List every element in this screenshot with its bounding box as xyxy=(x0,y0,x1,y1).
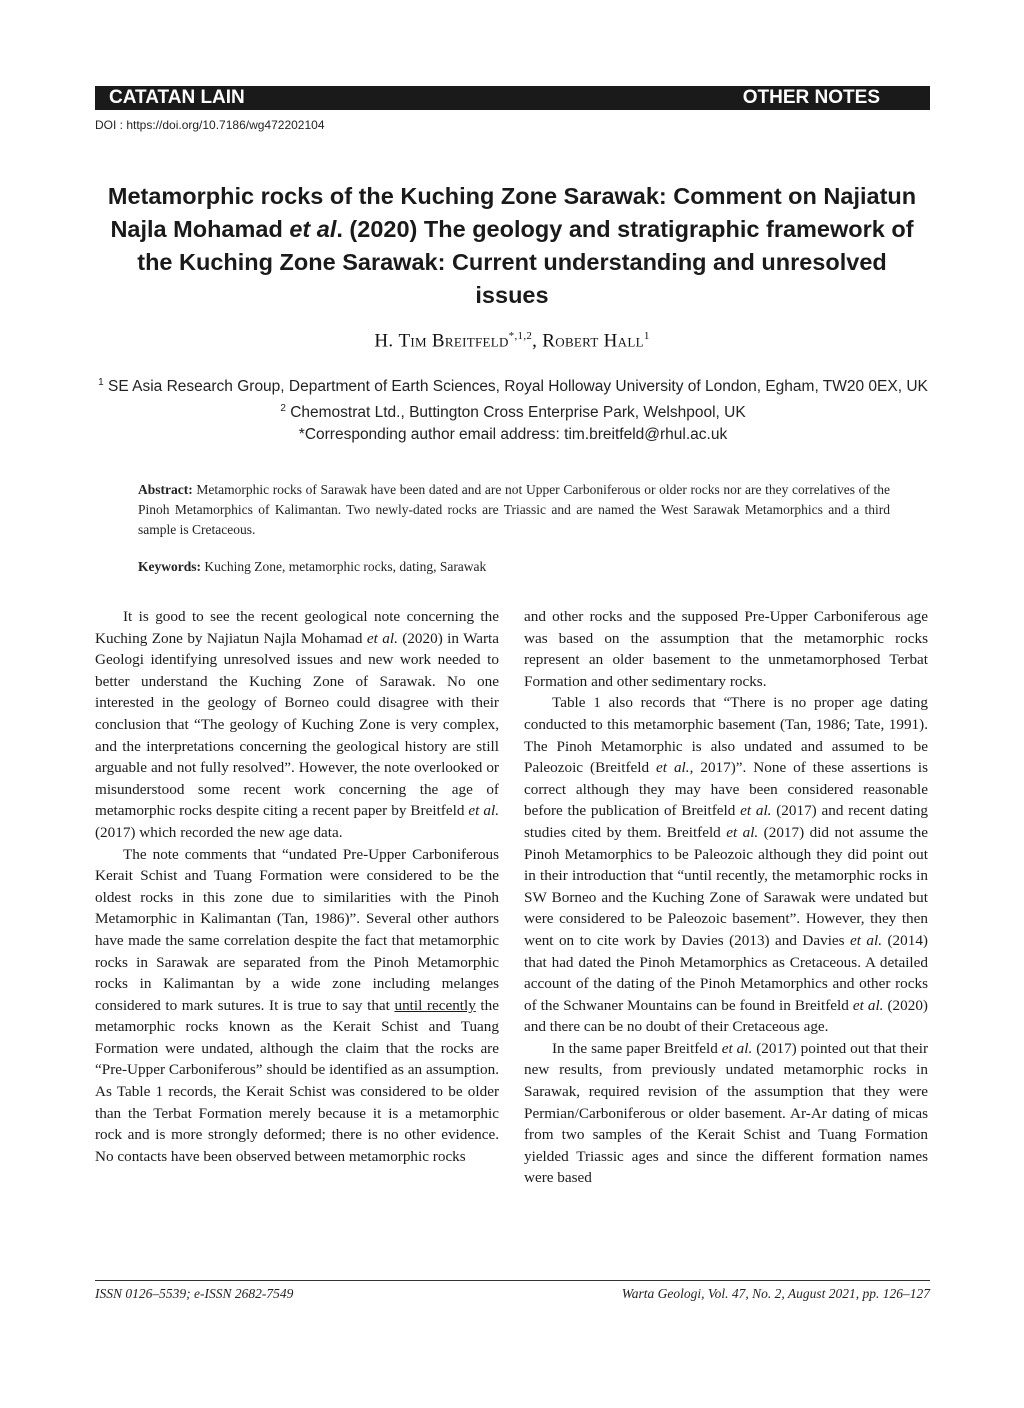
author1-initial: H. xyxy=(374,330,399,352)
text-run: It is good to see the recent geological note concerning the Kuching Zone by Najiatun Najla Mohamad xyxy=(95,608,499,647)
author1-name: Tim Breitfeld xyxy=(398,330,509,352)
text-run: In the same paper Breitfeld xyxy=(552,1039,722,1057)
section-label-right: OTHER NOTES xyxy=(742,87,880,108)
author-separator: , xyxy=(532,330,543,352)
section-header-bar xyxy=(95,86,930,110)
affiliation-2-text: Chemostrat Ltd., Buttington Cross Enterprise Park, Welshpool, UK xyxy=(285,404,746,422)
affiliation-2 xyxy=(96,398,930,424)
doi-link[interactable]: DOI : https://doi.org/10.7186/wg472202104 xyxy=(95,118,325,132)
author-list xyxy=(100,330,924,352)
title-et-al: et al xyxy=(289,216,337,242)
affiliation-2-mark: 2 xyxy=(280,403,286,415)
body-paragraph xyxy=(95,844,499,1168)
et-al: et al. xyxy=(366,629,398,647)
keywords-label: Keywords: xyxy=(138,559,201,574)
author2-name: Robert Hall xyxy=(542,330,644,352)
text-run: (2020) in Warta Geologi identifying unresolved issues and new work needed to better understand the Kuching Zone of Sarawak. No one interested in the geology of Borneo could disagree with their conclusion that “The geology of Kuching Zone is very complex, and the interpretations concerning the geological history are still arguable and not fully resolved”. However, the note overlooked or misunderstood some recent work concerning the age of metamorphic rocks despite citing a recent paper by Breitfeld xyxy=(95,629,499,820)
et-al: et al. xyxy=(726,823,759,841)
keywords xyxy=(138,557,890,577)
text-run: (2017) did not assume the Pinoh Metamorphics to be Paleozoic although they did point out in their introduction that “until recently, the metamorphic rocks in SW Borneo and the Kuching Zone of Sarawak were undated but were considered to be Paleozoic basement”. However, they then went on to cite work by Davies (2013) and Davies xyxy=(524,823,928,949)
text-run: (2017) and recent dating studies cited by them. Breitfeld xyxy=(524,802,928,841)
body-column-left xyxy=(95,606,499,1167)
body-paragraph xyxy=(524,1038,928,1189)
et-al: et al. xyxy=(468,802,499,820)
paper-title xyxy=(100,180,924,312)
et-al: et al. xyxy=(852,996,884,1014)
section-label-left: CATATAN LAIN xyxy=(109,87,245,108)
affiliations xyxy=(96,372,930,446)
et-al: et al. xyxy=(721,1039,753,1057)
body-paragraph: and other rocks and the supposed Pre-Upper Carboniferous age was based on the assumption that the metamorphic rocks represent an older basement to the unmetamorphosed Terbat Formation and other sedimentary rocks. xyxy=(524,608,928,690)
et-al: et al. xyxy=(850,931,883,949)
abstract xyxy=(138,480,890,540)
et-al: et al. xyxy=(740,802,772,820)
body-paragraph xyxy=(95,606,499,844)
body-column-right xyxy=(524,606,928,1189)
author2-affil-marks: 1 xyxy=(643,330,650,342)
abstract-text: Metamorphic rocks of Sarawak have been dated and are not Upper Carboniferous or older rocks nor are they correlatives of the Pinoh Metamorphics of Kalimantan. Two newly-dated rocks are Triassic and are named the West Sarawak Metamorphics and a third sample is Cretaceous. xyxy=(138,482,890,537)
affiliation-1 xyxy=(96,372,930,398)
footer-divider xyxy=(95,1280,930,1281)
text-run: (2017) pointed out that their new results, from previously undated metamorphic rocks in Sarawak, required revision of the assumption that they were Permian/Carboniferous or older basement. Ar-Ar dating of micas from two samples of the Kerait Schist and Tuang Formation yielded Triassic ages and since the different formation names were based xyxy=(524,1039,929,1187)
footer-citation: Warta Geologi, Vol. 47, No. 2, August 2021, pp. 126–127 xyxy=(621,1286,930,1301)
text-run: (2017) which recorded the new age data. xyxy=(95,823,343,841)
corresponding-author: *Corresponding author email address: tim.breitfeld@rhul.ac.uk xyxy=(298,426,728,444)
footer-issn: ISSN 0126–5539; e-ISSN 2682-7549 xyxy=(95,1286,294,1301)
text-run: Table 1 also records that “There is no proper age dating conducted to this metamorphic basement (Tan, 1986; Tate, 1991). The Pinoh Metamorphic is also undated and assumed to be Paleozoic (Breitfeld xyxy=(524,694,928,777)
affiliation-1-mark: 1 xyxy=(98,377,104,388)
title-part2: . (2020) The geology and stratigraphic framework of the Kuching Zone Sarawak: Current understanding and unresolved issues xyxy=(137,216,914,308)
body-paragraph xyxy=(524,692,928,1038)
author1-affil-marks: *,1,2 xyxy=(508,330,533,342)
abstract-label: Abstract: xyxy=(138,482,193,497)
text-run: (2014) that had dated the Pinoh Metamorphics as Cretaceous. A detailed account of the dating of the Pinoh Metamorphics and other rocks of the Schwaner Mountains can be found in Breitfeld xyxy=(524,931,928,1014)
text-run: The note comments that “undated Pre-Upper Carboniferous Kerait Schist and Tuang Formation were considered to be the oldest rocks in this zone due to similarities with the Pinoh Metamorphic in Kalimantan (Tan, 1986)”. Several other authors have made the same correlation despite the fact that metamorphic rocks in Sarawak are separated from the Pinoh Metamorphic rocks in Kalimantan by a wide zone including melanges considered to mark sutures. It is true to say that xyxy=(95,845,499,1014)
underlined-text: until recently xyxy=(394,996,476,1014)
affiliation-1-text: SE Asia Research Group, Department of Earth Sciences, Royal Holloway University of London, Egham, TW20 0EX, UK xyxy=(103,378,928,396)
et-al: et al. xyxy=(656,759,690,777)
keywords-text: Kuching Zone, metamorphic rocks, dating, Sarawak xyxy=(201,559,487,574)
text-run: the metamorphic rocks known as the Kerait Schist and Tuang Formation were undated, although the claim that the rocks are “Pre-Upper Carboniferous” should be identified as an assumption. As Table 1 records, the Kerait Schist was considered to be older than the Terbat Formation merely because it is a metamorphic rock and is more strongly deformed; there is no other evidence. No contacts have been observed between metamorphic rocks xyxy=(95,996,499,1165)
title-part1: Metamorphic rocks of the Kuching Zone Sarawak: Comment on Najiatun Najla Mohamad xyxy=(107,183,917,242)
text-run: (2020) and there can be no doubt of their Cretaceous age. xyxy=(524,996,928,1036)
text-run: , 2017)”. None of these assertions is correct although they may have been considered reasonable before the publication of Breitfeld xyxy=(524,759,928,820)
